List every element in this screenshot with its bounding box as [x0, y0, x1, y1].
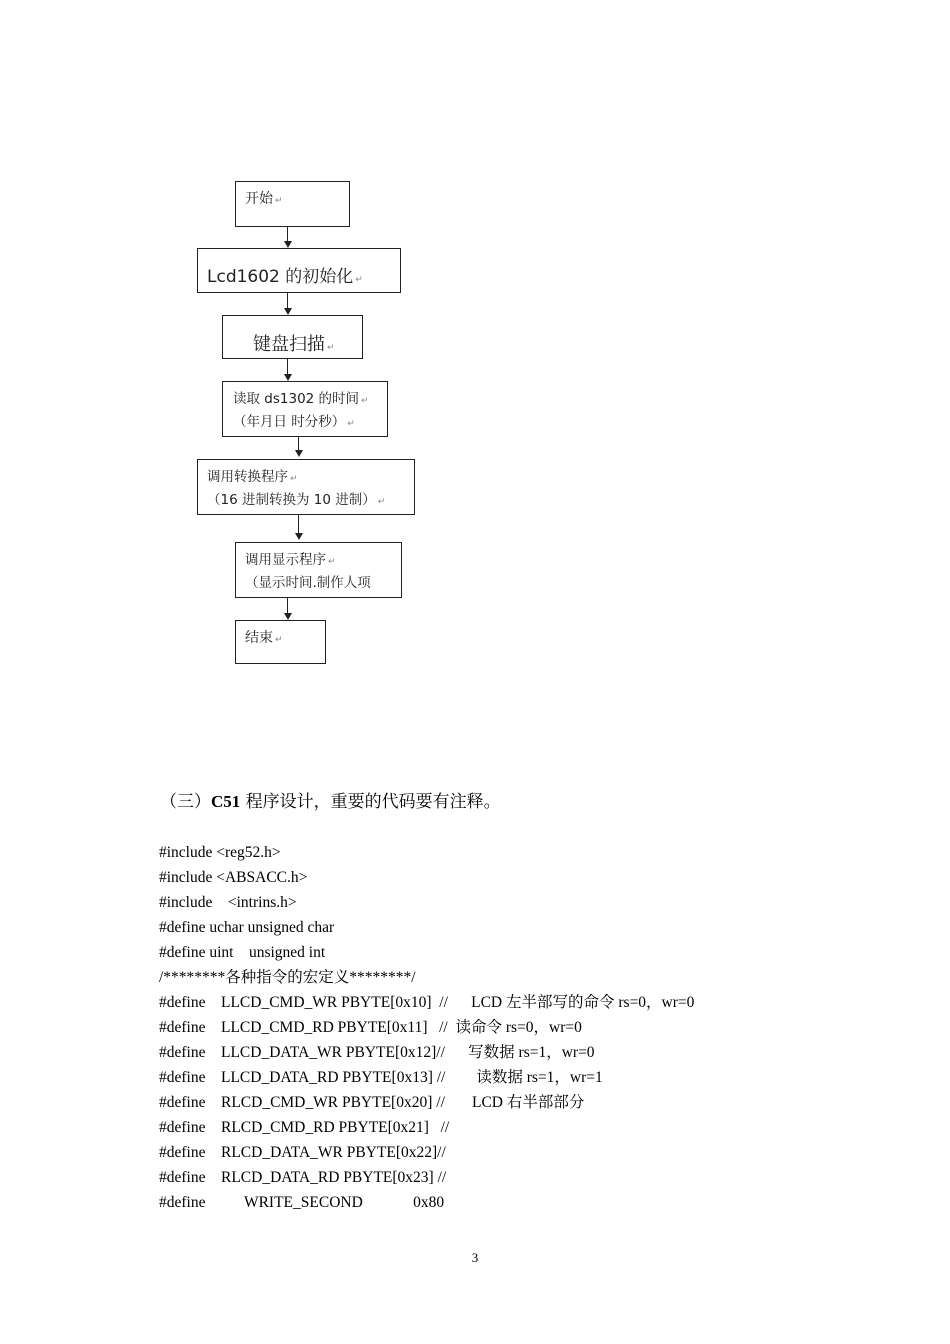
arrow-down-icon [284, 374, 292, 381]
arrow-down-icon [284, 613, 292, 620]
flow-display-line2: （显示时间.制作人项 [245, 575, 371, 591]
arrow-down-icon [295, 533, 303, 540]
code-line: #define LLCD_CMD_RD PBYTE[0x11] // 读命令 rs=0，wr=0 [159, 1019, 582, 1036]
arrow-down-icon [284, 308, 292, 315]
code-line: #define uchar unsigned char [159, 919, 335, 936]
code-line: #include <ABSACC.h> [159, 869, 308, 886]
page-number: 3 [471, 1250, 479, 1265]
connector-line [287, 598, 288, 614]
arrow-down-icon [295, 450, 303, 457]
flow-read-line2: （年月日 时分秒） ↵ [233, 414, 355, 430]
code-line: #define LLCD_DATA_RD PBYTE[0x13] // 读数据 rs=1，wr=1 [159, 1069, 603, 1086]
code-line: #define WRITE_SECOND 0x80 [159, 1194, 445, 1211]
flow-start-box [235, 181, 350, 227]
section-bold: C51 [211, 792, 241, 811]
code-line: #define RLCD_DATA_RD PBYTE[0x23] // [159, 1169, 447, 1186]
code-line: #include <intrins.h> [159, 894, 297, 911]
flow-convert-line2: （16 进制转换为 10 进制） ↵ [207, 492, 386, 508]
code-line: #define uint unsigned int [159, 944, 326, 961]
code-line: #define RLCD_DATA_WR PBYTE[0x22]// [159, 1144, 446, 1161]
flow-read-line1: 读取 ds1302 的时间 ↵ [233, 391, 369, 407]
flow-convert-box [197, 459, 415, 515]
code-line: #define RLCD_CMD_WR PBYTE[0x20] // LCD 右半部部分 [159, 1094, 585, 1111]
connector-line [298, 515, 299, 534]
flow-read-box [222, 381, 388, 437]
connector-line [287, 359, 288, 375]
flow-display-line1: 调用显示程序 ↵ [245, 552, 336, 568]
section-prefix: （三） [160, 792, 211, 812]
connector-line [287, 227, 288, 242]
section-heading [160, 787, 501, 812]
flow-init-box [197, 248, 401, 293]
flow-init-label: Lcd1602 的初始化 ↵ [207, 267, 363, 287]
flow-convert-line1: 调用转换程序 ↵ [207, 469, 298, 485]
flow-display-box [235, 542, 402, 598]
connector-line [298, 437, 299, 451]
flow-end-label: 结束 ↵ [245, 630, 283, 646]
flow-scan-label: 键盘扫描 ↵ [253, 334, 335, 355]
code-line: /********各种指令的宏定义********/ [159, 969, 416, 986]
flow-end-box [235, 620, 326, 664]
flow-scan-box [222, 315, 363, 359]
section-rest: 程序设计，重要的代码要有注释。 [240, 792, 501, 812]
code-line: #define LLCD_DATA_WR PBYTE[0x12]// 写数据 rs=1，wr=0 [159, 1044, 595, 1061]
code-line: #include <reg52.h> [159, 844, 281, 861]
flow-start-label: 开始 ↵ [245, 191, 283, 207]
code-listing [159, 840, 694, 1215]
code-line: #define RLCD_CMD_RD PBYTE[0x21] // [159, 1119, 450, 1136]
code-line: #define LLCD_CMD_WR PBYTE[0x10] // LCD 左半部写的命令 rs=0，wr=0 [159, 994, 695, 1011]
connector-line [287, 293, 288, 309]
arrow-down-icon [284, 241, 292, 248]
